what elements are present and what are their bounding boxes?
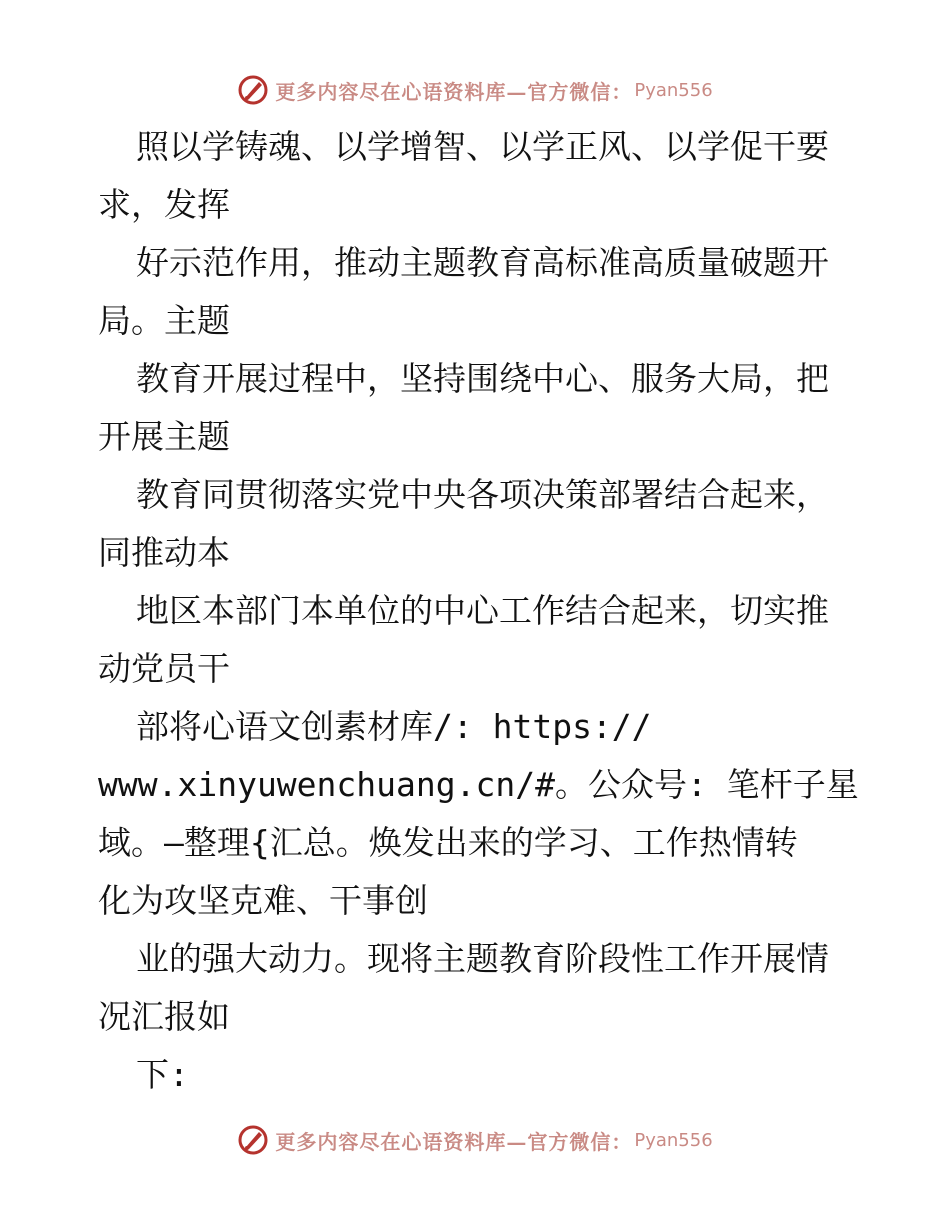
header-banner-text: 更多内容尽在心语资料库—官方微信：: [275, 79, 633, 104]
body-line: 教育同贯彻落实党中央各项决策部署结合起来，: [136, 475, 829, 514]
body-line: 教育开展过程中，坚持围绕中心、服务大局，把: [136, 359, 829, 398]
body-line: 地区本部门本单位的中心工作结合起来，切实推: [136, 591, 829, 630]
document-body: [98, 118, 858, 1104]
pen-logo-icon: [237, 74, 269, 106]
body-line: 同推动本: [98, 533, 230, 572]
body-line: 部将心语文创素材库/: https://: [136, 707, 652, 746]
header-banner-wechat-id: Pyan556: [634, 79, 713, 101]
body-line: 域。—整理{汇总。焕发出来的学习、工作热情转: [98, 823, 798, 862]
header-watermark-banner: [0, 70, 950, 110]
body-line: 业的强大动力。现将主题教育阶段性工作开展情: [136, 939, 829, 978]
pen-logo-icon: [237, 1124, 269, 1156]
body-line: 下:: [136, 1055, 189, 1094]
footer-banner-text: 更多内容尽在心语资料库—官方微信：: [275, 1129, 633, 1154]
footer-banner-wechat-id: Pyan556: [634, 1129, 713, 1151]
body-line: 动党员干: [98, 649, 230, 688]
footer-watermark-banner: [0, 1120, 950, 1160]
body-line: 照以学铸魂、以学增智、以学正风、以学促干要: [136, 127, 829, 166]
body-line: 化为攻坚克难、干事创: [98, 881, 428, 920]
body-line: www.xinyuwenchuang.cn/#。公众号: 笔杆子星: [98, 765, 859, 804]
body-line: 况汇报如: [98, 997, 230, 1036]
body-line: 开展主题: [98, 417, 230, 456]
body-line: 局。主题: [98, 301, 230, 340]
body-line: 求，发挥: [98, 185, 230, 224]
body-line: 好示范作用，推动主题教育高标准高质量破题开: [136, 243, 829, 282]
